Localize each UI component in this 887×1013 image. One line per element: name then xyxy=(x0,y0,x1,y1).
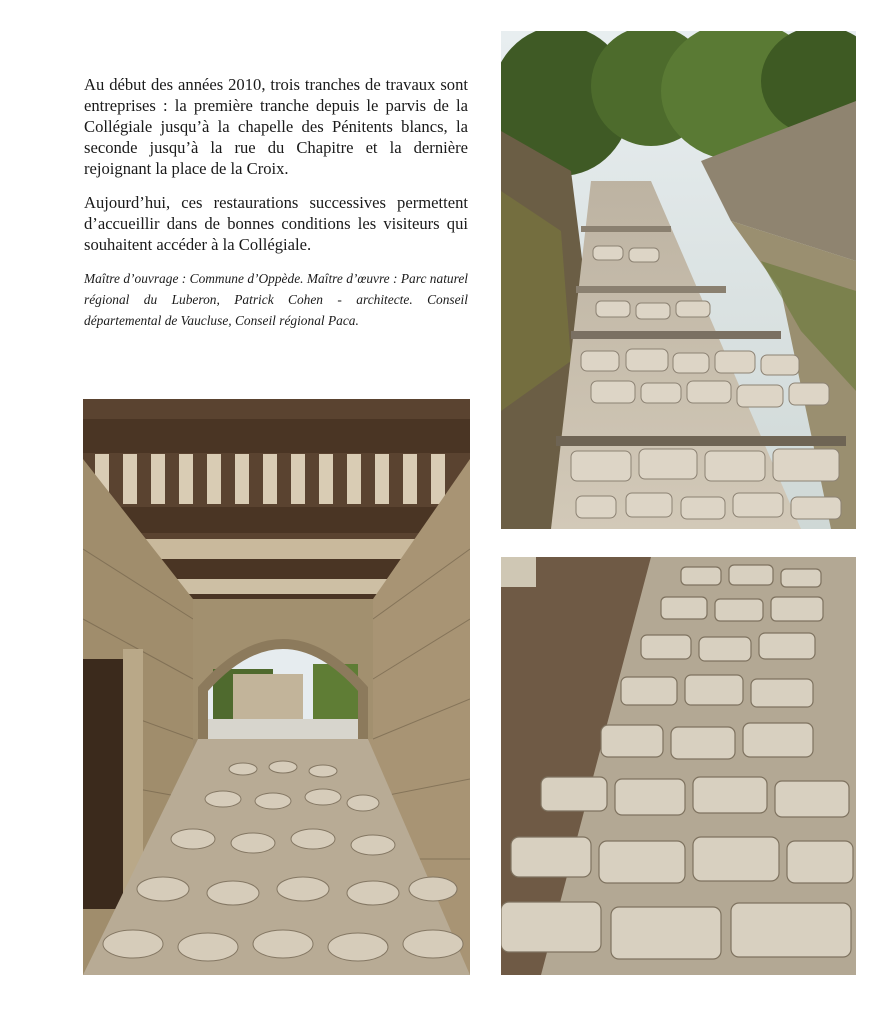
paragraph-1: Au début des années 2010, trois tranches de travaux sont entreprises : la première tranche depuis le parvis de la Collégiale jusqu’à la chapelle des Pénitents blancs, la seconde jusqu’à la rue du Chapitre et la dernière rejoignant la place de la Croix. xyxy=(84,75,468,178)
vaulted-passage-photo xyxy=(83,399,470,975)
stone-stairs-photo xyxy=(501,31,856,529)
credits-caption: Maître d’ouvrage : Commune d’Oppède. Maître d’œuvre : Parc naturel régional du Luberon, Patrick Cohen - architecte. Conseil départemental de Vaucluse, Conseil régional Paca. xyxy=(84,271,468,328)
paragraph-2: Aujourd’hui, ces restaurations successives permettent d’accueillir dans de bonnes conditions les visiteurs qui souhaitent accéder à la Collégiale. xyxy=(84,193,468,254)
text-block xyxy=(84,74,468,331)
cobblestone-paving-photo xyxy=(501,557,856,975)
